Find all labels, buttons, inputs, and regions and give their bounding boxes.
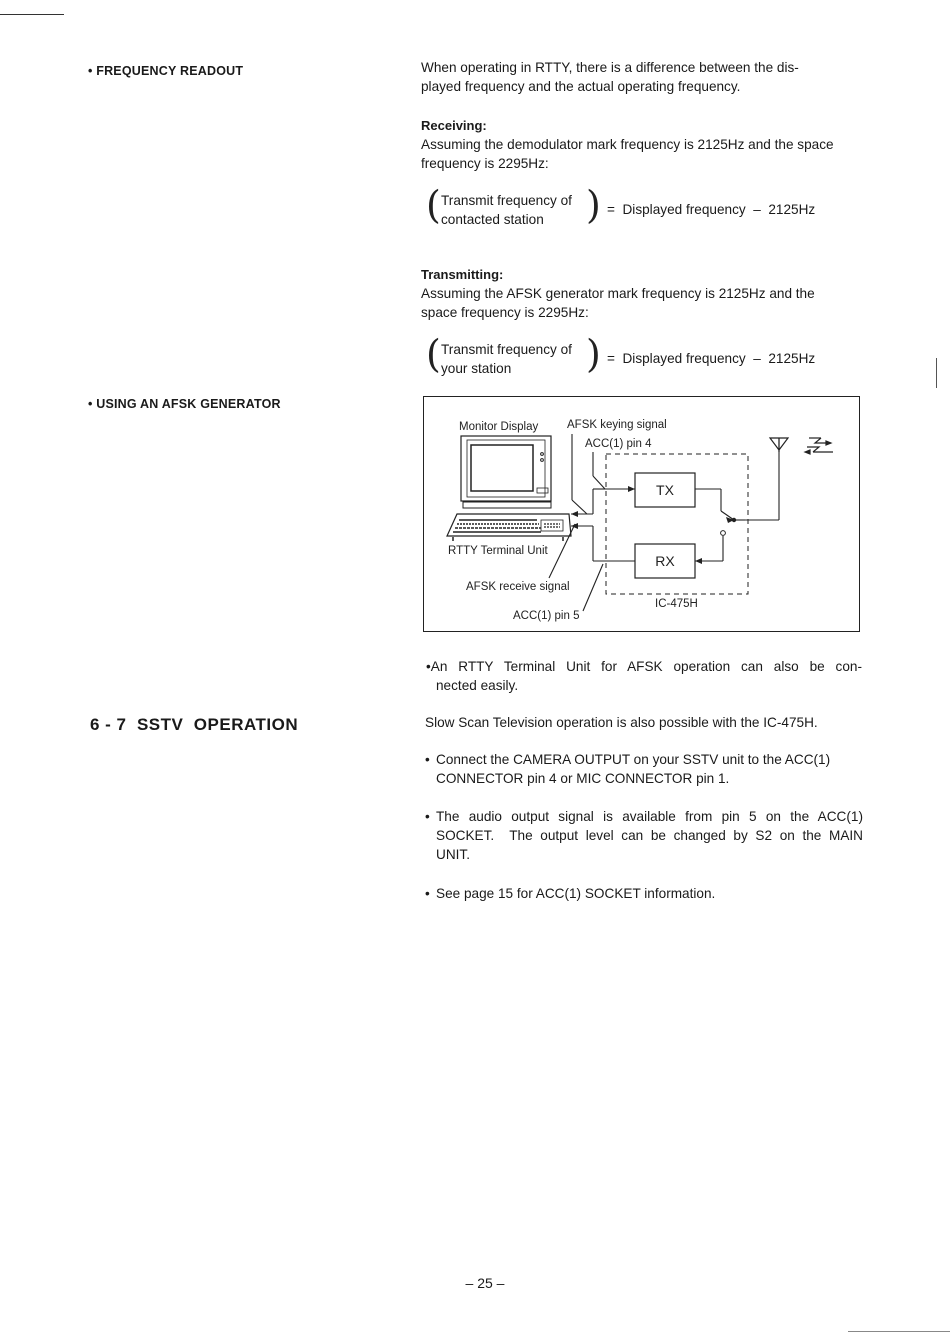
bullet-dot: • <box>425 809 430 824</box>
transmitting-text <box>421 284 861 322</box>
afsk-note <box>426 657 862 695</box>
sstv-bullet-2-line1: The audio output signal is available from pin 5 on the ACC(1) <box>436 809 863 824</box>
sstv-intro: Slow Scan Television operation is also possible with the IC-475H. <box>425 715 818 730</box>
sstv-bullet-2 <box>425 807 863 864</box>
receiving-line2: frequency is 2295Hz: <box>421 156 549 171</box>
bullet-dot: • <box>425 886 430 901</box>
label-rtty-terminal-unit: RTTY Terminal Unit <box>448 545 548 557</box>
transmitting-label: Transmitting: <box>421 267 504 282</box>
receiving-line1: Assuming the demodulator mark frequency is 2125Hz and the space <box>421 137 834 152</box>
sstv-bullet-2-line3: UNIT. <box>436 847 470 862</box>
label-acc-pin5: ACC(1) pin 5 <box>513 610 580 622</box>
sstv-bullet-2-line2: SOCKET. The output level can be changed by S2 on the MAIN <box>436 828 863 843</box>
rtty-intro <box>421 58 861 96</box>
rx-formula-line2: contacted station <box>441 212 544 227</box>
tx-formula-line1: Transmit frequency of <box>441 342 572 357</box>
top-rule <box>0 14 64 15</box>
label-monitor-display: Monitor Display <box>459 421 539 433</box>
rx-label: RX <box>655 553 675 569</box>
receiving-text <box>421 135 861 173</box>
antenna-icon <box>770 438 833 454</box>
switch-pivot <box>732 518 736 522</box>
sstv-bullet-1-line2: CONNECTOR pin 4 or MIC CONNECTOR pin 1. <box>436 771 730 786</box>
tx-formula-line2: your station <box>441 361 512 376</box>
receiving-label: Receiving: <box>421 118 487 133</box>
paren-right: ) <box>586 332 601 376</box>
tx-label: TX <box>656 482 674 498</box>
rtty-intro-line2: played frequency and the actual operating frequency. <box>421 79 741 94</box>
sstv-bullet-3 <box>425 884 863 903</box>
paren-left: ( <box>426 332 441 376</box>
afsk-connection-diagram <box>423 396 861 633</box>
afsk-note-line2: nected easily. <box>436 678 519 693</box>
paren-left: ( <box>426 183 441 227</box>
afsk-note-line1: •An RTTY Terminal Unit for AFSK operation can also be con- <box>426 659 862 674</box>
monitor-icon <box>461 436 551 508</box>
sstv-bullet-3-text: See page 15 for ACC(1) SOCKET information. <box>436 886 716 901</box>
heading-frequency-readout: • FREQUENCY READOUT <box>88 64 244 78</box>
transmitting-line1: Assuming the AFSK generator mark frequency is 2125Hz and the <box>421 286 815 301</box>
margin-mark <box>936 358 937 388</box>
label-afsk-keying: AFSK keying signal <box>567 419 667 431</box>
bullet-dot: • <box>425 752 430 767</box>
heading-afsk-generator: • USING AN AFSK GENERATOR <box>88 397 281 411</box>
tx-formula-rhs: = Displayed frequency – 2125Hz <box>607 351 816 366</box>
keyboard-icon <box>447 514 571 541</box>
sstv-bullet-1 <box>425 750 863 788</box>
label-afsk-receive: AFSK receive signal <box>466 581 570 593</box>
transmitting-line2: space frequency is 2295Hz: <box>421 305 589 320</box>
sstv-bullet-1-line1: Connect the CAMERA OUTPUT on your SSTV unit to the ACC(1) <box>436 752 831 767</box>
rx-formula-line1: Transmit frequency of <box>441 193 572 208</box>
section-title-sstv: 6 - 7 SSTV OPERATION <box>90 715 299 734</box>
label-acc-pin4: ACC(1) pin 4 <box>585 438 652 450</box>
rtty-intro-line1: When operating in RTTY, there is a difference between the dis- <box>421 60 799 75</box>
label-ic475h: IC-475H <box>655 598 698 610</box>
tx-formula <box>426 332 856 381</box>
bottom-rule <box>848 1331 950 1332</box>
rx-formula <box>426 183 856 232</box>
paren-right: ) <box>586 183 601 227</box>
switch-contact <box>721 531 726 536</box>
page-number: – 25 – <box>465 1275 505 1291</box>
rx-formula-rhs: = Displayed frequency – 2125Hz <box>607 202 816 217</box>
wiring <box>549 434 779 611</box>
